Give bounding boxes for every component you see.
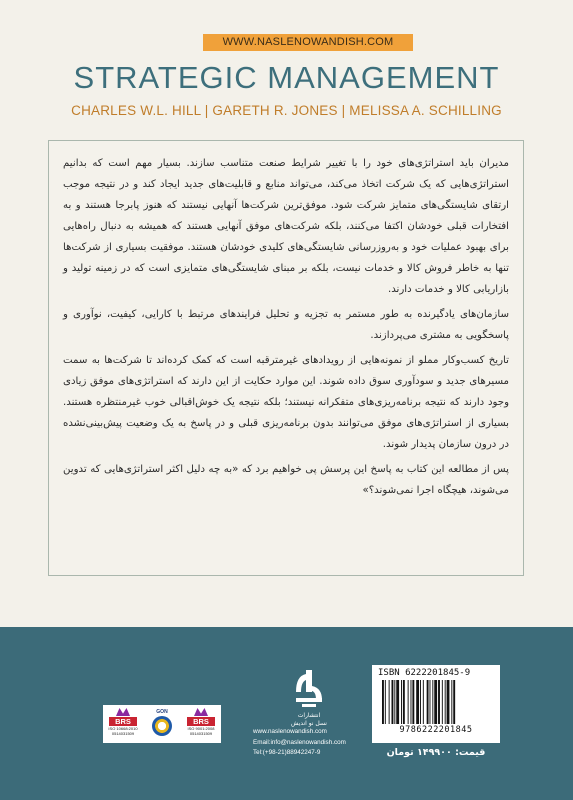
certification-logos (103, 705, 221, 743)
iso-10668-label: ISO 10668:2010 (108, 726, 138, 731)
isbn-box (372, 665, 500, 743)
website-banner[interactable]: WWW.NASLENOWANDISH.COM (203, 34, 413, 51)
blurb-paragraph-2: سازمان‌های یادگیرنده به طور مستمر به تجزیه و تحلیل فرایندهای مرتبط با کارایی، کیفیت، نوآوری و پاسخگویی به مشتری می‌پردازند. (63, 309, 509, 341)
gon-label: GON (156, 709, 168, 715)
price-label: قیمت: ۱۴۹۹۰۰ تومان (386, 747, 486, 758)
barcode-icon (382, 680, 490, 724)
publisher-contact (253, 727, 363, 759)
publisher-imprint: انتشارات (297, 712, 321, 719)
brs-iso-10668-badge (105, 708, 141, 740)
isbn-label: ISBN 6222201845-9 (378, 668, 471, 678)
gon-seal-icon (152, 716, 172, 736)
blurb-paragraph-3: تاریخ کسب‌وکار مملو از نمونه‌هایی از رویدادهای غیرمترقبه است که کمک کرده‌اند تا شرکت‌ها به سمت مسیرهای جدید و سودآوری سوق داده شوند. این موارد حکایت از این دارند که استراتژی‌های موفق زیادی وجود دارند که نتیجه برنامه‌ریزی‌های متفکرانه نیستند؛ بلکه نتیجه یک خوش‌اقبالی خوب غیرمنتظره هستند. بسیاری از استراتژی‌های موفق می‌توانند بدون برنامه‌ریزی قبلی و در پاسخ به یک وضعیت پیش‌بینی‌نشده در درون سازمان پدیدار شوند. (63, 355, 509, 450)
publisher-phone: Tel:(+98-21)88942247-9 (253, 749, 321, 756)
book-title: STRATEGIC MANAGEMENT (73, 60, 500, 95)
publisher-name-fa: نسل نو اندیش (291, 720, 327, 727)
brs-label: BRS (187, 717, 215, 726)
publisher-website[interactable]: www.naslenowandish.com (253, 728, 327, 735)
publisher-name (284, 712, 334, 728)
gon-badge (148, 709, 176, 739)
cert-code-1: 0514031509 (111, 731, 135, 736)
publisher-logo-icon (292, 668, 326, 710)
publisher-email[interactable]: Email:info@naslenowandish.com (253, 738, 346, 746)
iso-9001-label: ISO 9001:2008 (187, 726, 215, 731)
brs-mark-icon (116, 708, 130, 716)
brs-iso-9001-badge (183, 708, 219, 740)
brs-mark-icon (194, 708, 208, 716)
blurb-box (48, 140, 524, 576)
brs-label: BRS (109, 717, 137, 726)
cert-code-2: 0514031509 (189, 731, 213, 736)
book-authors: CHARLES W.L. HILL | GARETH R. JONES | MELISSA A. SCHILLING (71, 103, 502, 118)
blurb-paragraph-4: پس از مطالعه این کتاب به پاسخ این پرسش پی خواهیم برد که «به چه دلیل اکثر استراتژی‌هایی که تدوین می‌شوند، هیچگاه اجرا نمی‌شوند؟» (63, 464, 509, 496)
barcode-number: 9786222201845 (399, 725, 473, 735)
blurb-paragraph-1: مدیران باید استراتژی‌های خود را با تغییر شرایط صنعت متناسب سازند. بسیار مهم است که بدانیم استراتژی‌هایی که یک شرکت اتخاذ می‌کند، می‌تواند منابع و قابلیت‌های جدید ایجاد کند و در نتیجه موجب ارتقای شایستگی‌های متمایز شرکت شود. موفق‌ترین شرکت‌ها آنهایی نیستند که هنوز پابرجا هستند و به افتخارات قبلی خودشان اکتفا می‌کنند، بلکه شرکت‌های موفق آنهایی هستند که همیشه به دنبال راه‌هایی برای بهبود عملیات خود و به‌روزرسانی شایستگی‌های کلیدی خودشان هستند. موفقیت بسیاری از شرکت‌ها تنها به خاطر فروش کالا و خدمات نیست، بلکه بر مبنای شایستگی‌های متمایزی است که در زمینه تولید و بازاریابی کالا و خدمات دارند. (63, 158, 509, 295)
